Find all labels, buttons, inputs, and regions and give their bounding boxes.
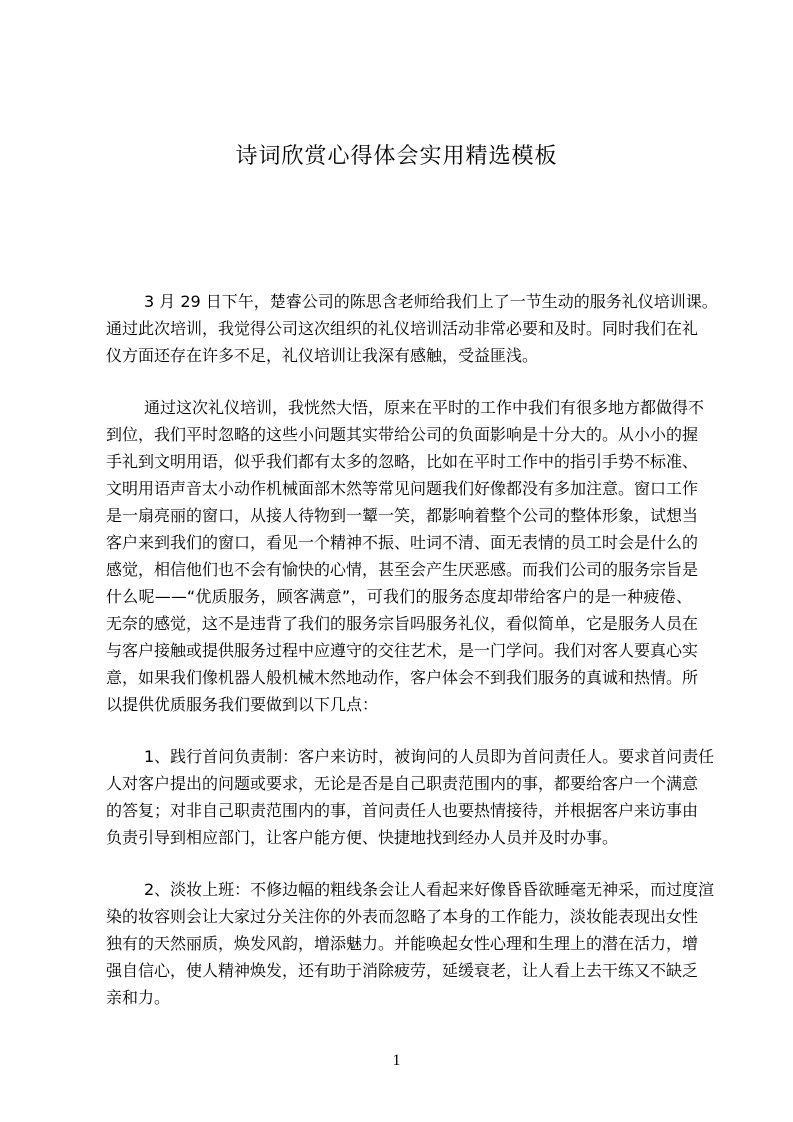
page-number: 1 [392, 1052, 401, 1069]
text-line: 什么呢——“优质服务，顾客满意”，可我们的服务态度却带给客户的是一种疲倦、 [106, 587, 692, 606]
paragraph [106, 394, 705, 718]
text-line: 的答复；对非自己职责范围内的事，首问责任人也要热情接待，并根据客户来访事由 [106, 801, 699, 820]
text-line: 感觉，相信他们也不会有愉快的心情，甚至会产生厌恶感。而我们公司的服务宗旨是 [106, 560, 699, 579]
paragraph [106, 876, 715, 1011]
text-line: 独有的天然丽质，焕发风韵，增添魅力。并能唤起女性心理和生理上的潜在活力，增 [106, 934, 699, 953]
text-line: 仪方面还存在许多不足，礼仪培训让我深有感触，受益匪浅。 [106, 346, 539, 365]
text-line: 染的妆容则会让大家过分关注你的外表而忽略了本身的工作能力，淡妆能表现出女性 [106, 907, 699, 926]
text-line: 通过这次礼仪培训，我恍然大悟，原来在平时的工作中我们有很多地方都做得不 [144, 398, 705, 417]
text-line: 1、践行首问负责制：客户来访时，被询问的人员即为首问责任人。要求首问责任 [144, 747, 715, 766]
text-line: 人对客户提出的问题或要求，无论是否是自己职责范围内的事，都要给客户一个满意 [106, 774, 699, 793]
paragraph [106, 288, 718, 369]
paragraph [106, 743, 715, 851]
text-line: 2、淡妆上班：不修边幅的粗线条会让人看起来好像昏昏欲睡毫无神采，而过度渲 [144, 880, 715, 899]
text-line: 到位，我们平时忽略的这些小问题其实带给公司的负面影响是十分大的。从小小的握 [106, 425, 699, 444]
text-line: 以提供优质服务我们要做到以下几点： [106, 695, 379, 714]
text-line: 负责引导到相应部门，让客户能方便、快捷地找到经办人员并及时办事。 [106, 828, 619, 847]
text-line: 意，如果我们像机器人般机械木然地动作，客户体会不到我们服务的真诚和热情。所 [106, 668, 699, 687]
text-line: 亲和力。 [106, 988, 171, 1007]
text-line: 通过此次培训，我觉得公司这次组织的礼仪培训活动非常必要和及时。同时我们在礼 [106, 319, 699, 338]
text-line: 强自信心，使人精神焕发，还有助于消除疲劳，延缓衰老，让人看上去干练又不缺乏 [106, 961, 699, 980]
text-line: 客户来到我们的窗口，看见一个精神不振、吐词不清、面无表情的员工时会是什么的 [106, 533, 699, 552]
text-line: 是一扇亮丽的窗口，从接人待物到一颦一笑，都影响着整个公司的整体形象，试想当 [106, 506, 699, 525]
text-line: 手礼到文明用语，似乎我们都有太多的忽略，比如在平时工作中的指引手势不标准、 [106, 452, 699, 471]
document-body [106, 288, 718, 1036]
document-title: 诗词欣赏心得体会实用精选模板 [235, 144, 558, 169]
text-line: 无奈的感觉，这不是违背了我们的服务宗旨吗服务礼仪，看似简单，它是服务人员在 [106, 614, 699, 633]
text-line: 3 月 29 日下午，楚睿公司的陈思含老师给我们上了一节生动的服务礼仪培训课。 [144, 292, 718, 311]
text-line: 与客户接触或提供服务过程中应遵守的交往艺术，是一门学问。我们对客人要真心实 [106, 641, 699, 660]
text-line: 文明用语声音太小动作机械面部木然等常见问题我们好像都没有多加注意。窗口工作 [106, 479, 699, 498]
